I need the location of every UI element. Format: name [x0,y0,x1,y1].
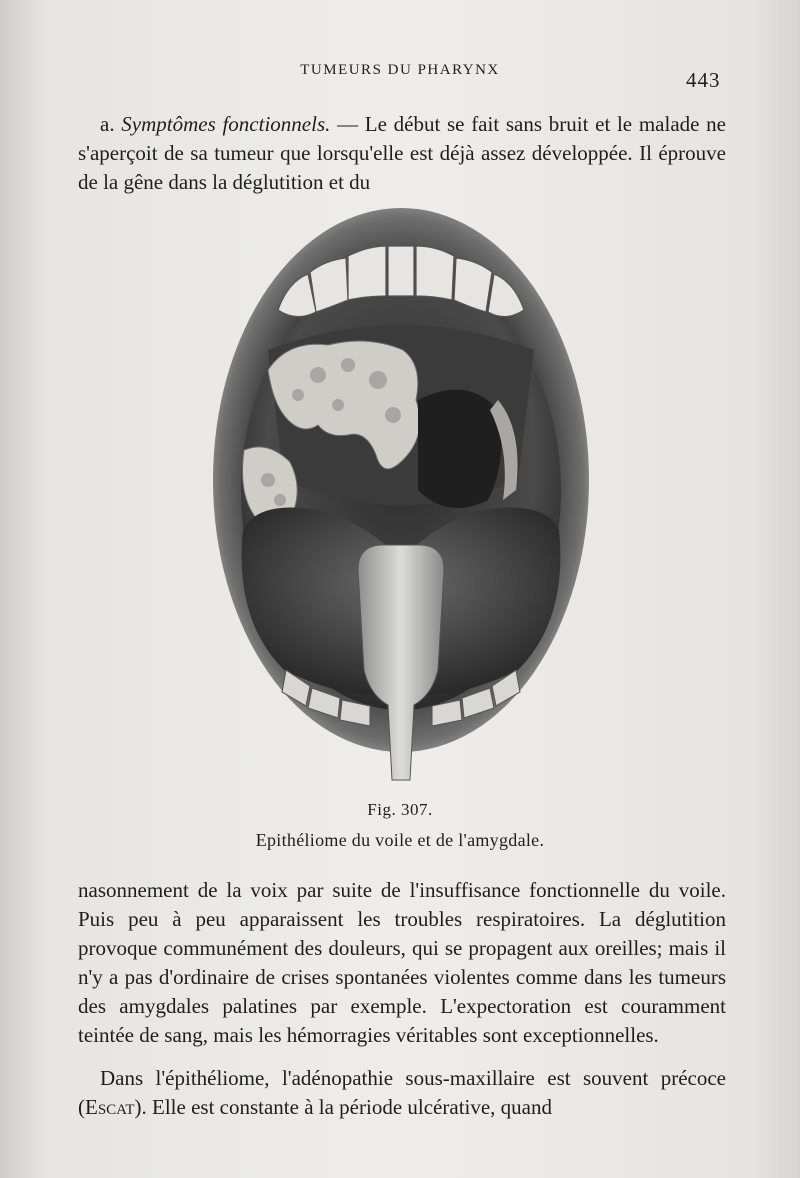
running-head: TUMEURS DU PHARYNX [300,62,500,78]
mouth-illustration [198,200,608,790]
paragraph-symptoms [78,110,726,197]
section-heading: Symptômes fonctionnels. [121,112,331,136]
paragraph-text-end: ). Elle est constante à la période ulcérative, quand [134,1095,553,1119]
figure-caption: Epithéliome du voile et de l'amygdale. [255,830,545,850]
pharynx-shape [418,390,501,508]
figure-number: Fig. 307. [367,800,433,819]
author-name: Escat [85,1095,135,1119]
page-number: 443 [686,68,721,92]
paragraph-nasonnement: nasonnement de la voix par suite de l'insuffisance fonctionnelle du voile. Puis peu à peu apparaissent les troubles respiratoires. La déglutition provoque communément des douleurs, qui se propagent aux oreilles; mais il n'y a pas d'ordinaire de crises spontanées violentes comme dans les tumeurs des amygdales palatines par exemple. L'expectoration est couramment teintée de sang, mais les hémorragies véritables sont exceptionnelles. [78,878,726,1047]
paragraph-text: — Le début se fait sans bruit et le malade ne s'aperçoit de sa tumeur que lorsqu'elle est déjà assez développée. Il éprouve de la gêne dans la déglutition et du [78,112,726,194]
paragraph-epitheliome [78,1064,726,1122]
paragraph-text-start: Dans l'épithéliome, l'adénopathie sous-maxillaire est souvent précoce ( [78,1066,726,1119]
paragraph-label: a. [100,112,122,136]
